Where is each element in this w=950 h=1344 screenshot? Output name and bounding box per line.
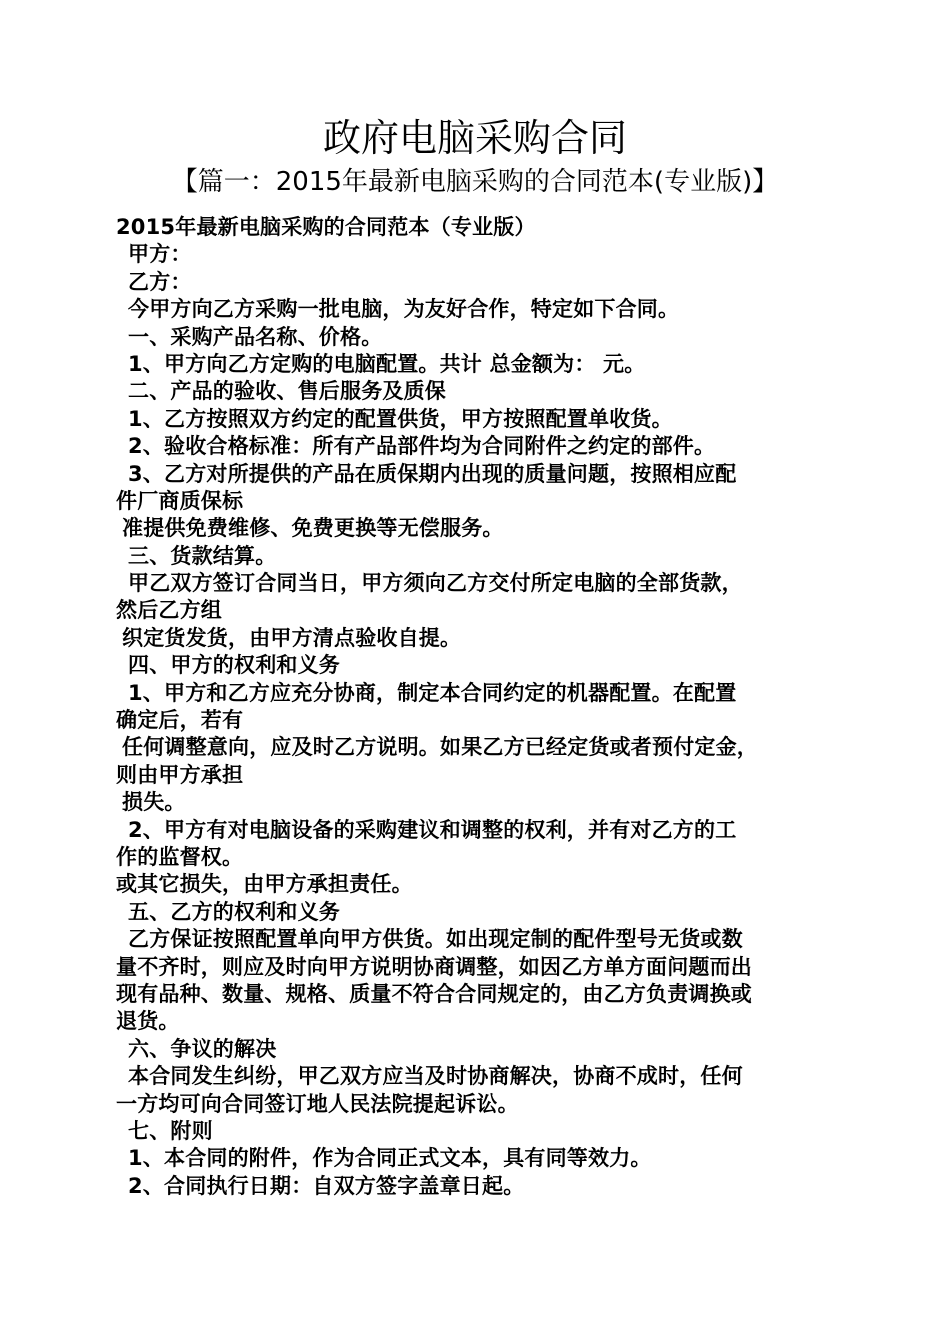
clause-5-cont: 退货。 [116, 1009, 180, 1034]
clause-6: 本合同发生纠纷，甲乙双方应当及时协商解决，协商不成时，任何 [128, 1064, 743, 1089]
clause-2-2: 2、验收合格标准：所有产品部件均为合同附件之约定的部件。 [128, 434, 716, 459]
document-subtitle: 【篇一：2015年最新电脑采购的合同范本(专业版)】 [171, 167, 779, 197]
clause-5: 乙方保证按照配置单向甲方供货。如出现定制的配件型号无货或数 [128, 927, 743, 952]
clause-4-2-cont: 作的监督权。 [116, 844, 244, 869]
party-a-label: 甲方： [128, 242, 192, 267]
clause-5-cont: 量不齐时，则应及时向甲方说明协商调整，如因乙方单方面问题而出 [116, 954, 752, 979]
section-heading-1: 一、采购产品名称、价格。 [128, 324, 383, 349]
clause-2-3-cont: 准提供免费维修、免费更换等无偿服务。 [122, 516, 504, 541]
clause-3-cont: 然后乙方组 [116, 598, 222, 623]
section-heading-3: 三、货款结算。 [128, 543, 277, 568]
clause-3-cont: 织定货发货，由甲方清点验收自提。 [122, 625, 462, 650]
clause-4-1-cont: 任何调整意向，应及时乙方说明。如果乙方已经定货或者预付定金， [122, 735, 758, 760]
clause-6-cont: 一方均可向合同签订地人民法院提起诉讼。 [116, 1091, 519, 1116]
clause-4-2: 2、甲方有对电脑设备的采购建议和调整的权利，并有对乙方的工 [128, 817, 737, 842]
party-b-label: 乙方： [128, 269, 192, 294]
section-heading-7: 七、附则 [128, 1118, 213, 1143]
section-heading-6: 六、争议的解决 [128, 1036, 277, 1061]
section-heading-2: 二、产品的验收、售后服务及质保 [128, 379, 446, 404]
clause-4-1-cont: 损失。 [122, 790, 186, 815]
clause-4-1: 1、甲方和乙方应充分协商，制定本合同约定的机器配置。在配置 [128, 680, 737, 705]
section-heading-5: 五、乙方的权利和义务 [128, 899, 340, 924]
clause-7-1: 1、本合同的附件，作为合同正式文本，具有同等效力。 [128, 1146, 652, 1171]
contract-body [116, 214, 846, 1200]
clause-7-2: 2、合同执行日期：自双方签字盖章日起。 [128, 1173, 525, 1198]
clause-4-2-cont: 或其它损失，由甲方承担责任。 [116, 872, 413, 897]
clause-3: 甲乙双方签订合同当日，甲方须向乙方交付所定电脑的全部货款， [128, 571, 743, 596]
preamble: 今甲方向乙方采购一批电脑，为友好合作，特定如下合同。 [128, 297, 680, 322]
contract-heading: 2015年最新电脑采购的合同范本（专业版） [116, 215, 536, 239]
clause-2-3-cont: 件厂商质保标 [116, 488, 244, 513]
clause-2-1: 1、乙方按照双方约定的配置供货，甲方按照配置单收货。 [128, 406, 673, 431]
section-heading-4: 四、甲方的权利和义务 [128, 653, 340, 678]
clause-5-cont: 现有品种、数量、规格、质量不符合合同规定的，由乙方负责调换或 [116, 981, 752, 1006]
clause-2-3: 3、乙方对所提供的产品在质保期内出现的质量问题，按照相应配 [128, 461, 737, 486]
clause-4-1-cont: 则由甲方承担 [116, 762, 244, 787]
document-title: 政府电脑采购合同 [322, 116, 627, 160]
clause-4-1-cont: 确定后，若有 [116, 708, 244, 733]
clause-1-1: 1、甲方向乙方定购的电脑配置。共计 总金额为： 元。 [128, 351, 646, 376]
